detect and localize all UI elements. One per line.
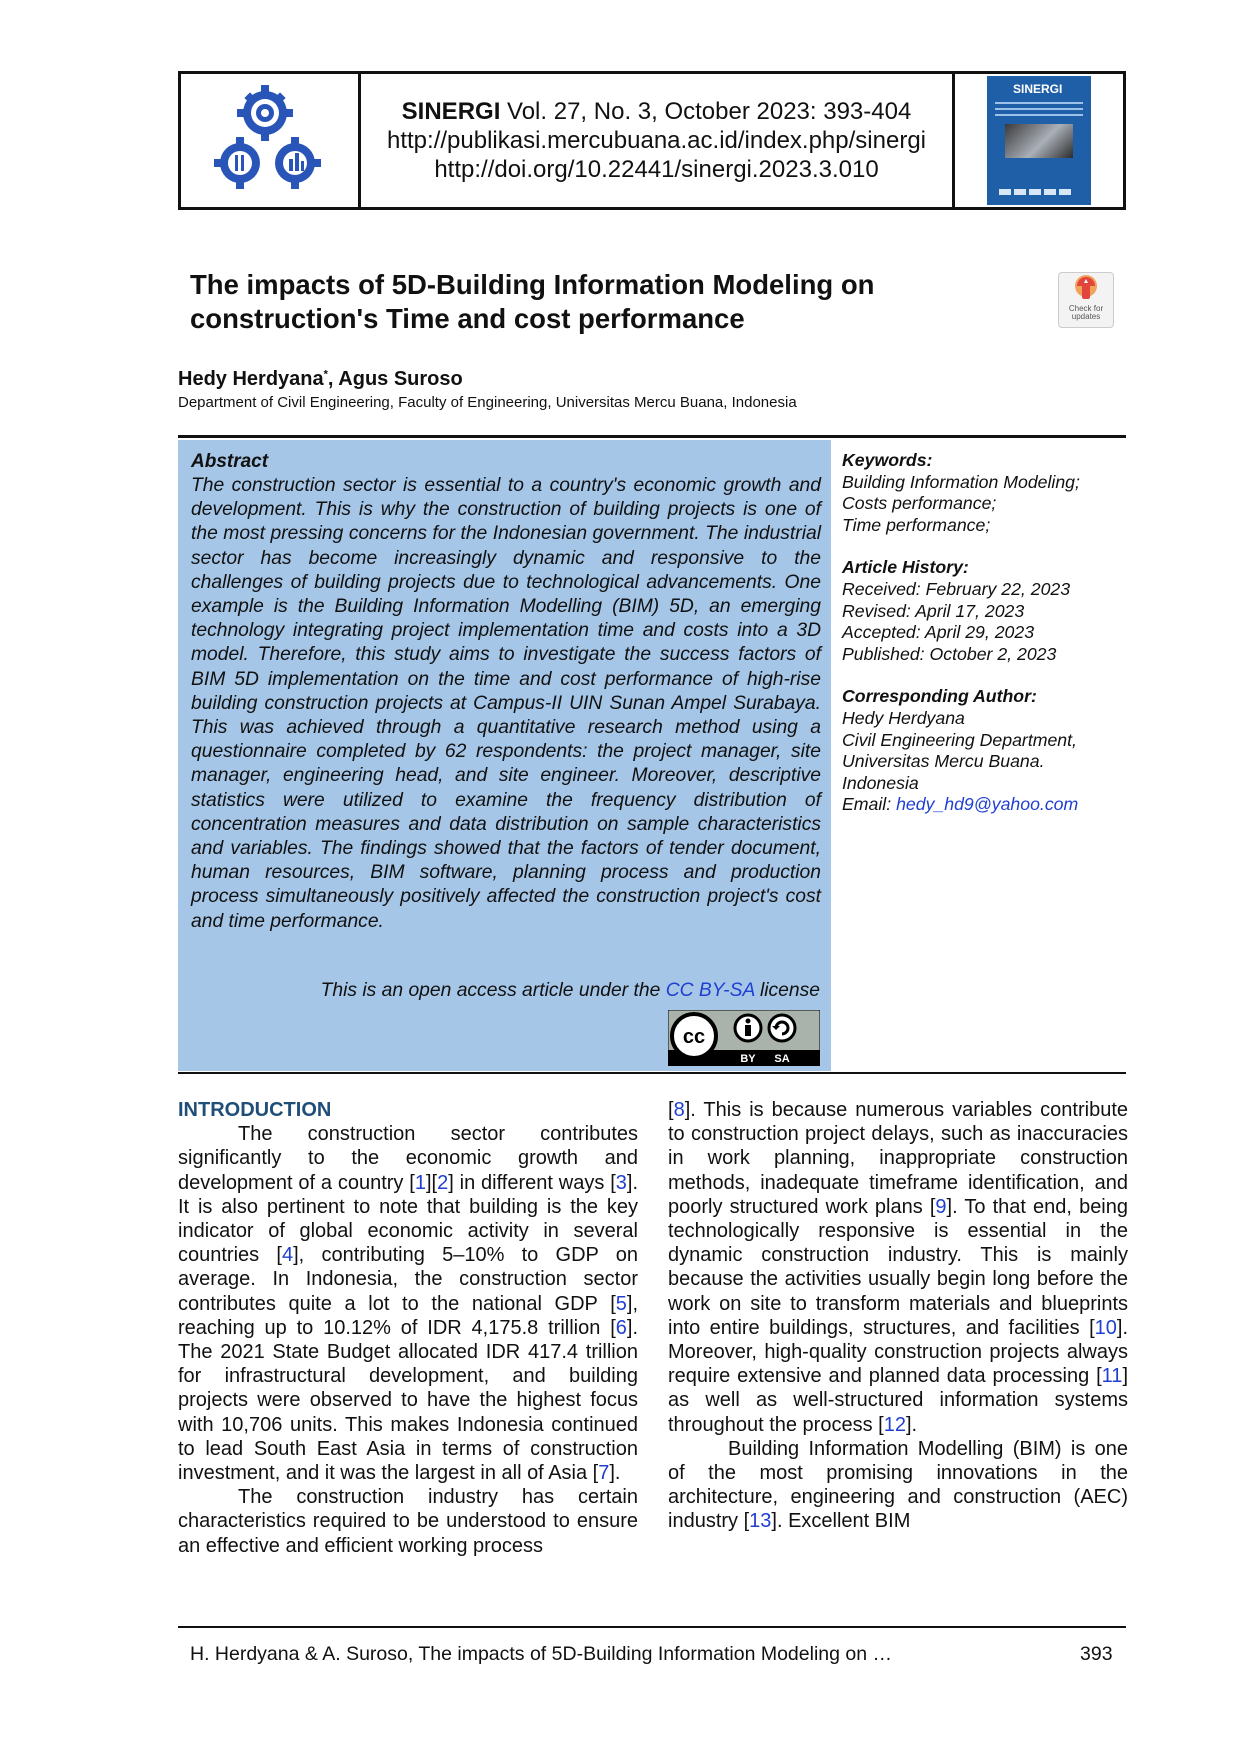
corresponding-name: Hedy Herdyana <box>842 707 965 728</box>
intro-paragraph-1: The construction sector contributes significantly to the economic growth and development of a country [1][2] in different ways [3]. It is also pertinent to note that building is the key indicator of global economic activity in several countries [4], contributing 5–10% to GDP on average. In Indonesia, the construction sector contributes quite a lot to the national GDP [5], reaching up to 10.12% of IDR 4,175.8 trillion [6]. The 2021 State Budget allocated IDR 417.4 trillion for infrastructural development, and building projects were observed to have the highest focus with 10,706 units. This makes Indonesia continued to lead South East Asia in terms of construction investment, and it was the largest in all of Asia [7]. <box>178 1123 638 1485</box>
abstract-heading: Abstract <box>191 451 269 472</box>
journal-name: SINERGI <box>401 98 501 125</box>
citation-link[interactable]: 7 <box>598 1462 610 1485</box>
citation-link[interactable]: 2 <box>437 1171 449 1194</box>
citation-link[interactable]: 3 <box>615 1171 627 1194</box>
article-info-sidebar <box>842 450 1126 837</box>
citation-link[interactable]: 8 <box>673 1099 685 1121</box>
citation-link[interactable]: 13 <box>749 1510 772 1533</box>
volume-info: Vol. 27, No. 3, October 2023: 393-404 <box>500 98 912 125</box>
citation-link[interactable]: 9 <box>935 1195 947 1218</box>
divider-bottom <box>178 1072 1126 1074</box>
gears-logo-icon <box>210 81 330 201</box>
license-statement <box>321 980 820 1002</box>
journal-doi[interactable]: http://doi.org/10.22441/sinergi.2023.3.010 <box>434 156 879 183</box>
history-received: Received: February 22, 2023 <box>842 578 1071 599</box>
citation-link[interactable]: 4 <box>281 1244 294 1267</box>
journal-logo <box>181 74 361 207</box>
footer-divider <box>178 1626 1126 1628</box>
check-updates-icon <box>1072 273 1100 303</box>
license-link[interactable]: CC BY-SA <box>665 980 755 1001</box>
email-link[interactable]: hedy_hd9@yahoo.com <box>896 794 1079 815</box>
article-history-block <box>842 557 1126 665</box>
abstract-box <box>178 440 831 1071</box>
page-number: 393 <box>1080 1643 1113 1665</box>
history-label: Article History: <box>842 557 969 578</box>
affiliation: Department of Civil Engineering, Faculty of Engineering, Universitas Mercu Buana, Indonesia <box>178 394 797 411</box>
article-title: The impacts of 5D-Building Information Modeling on construction's Time and cost performance <box>190 269 875 334</box>
citation-link[interactable]: 6 <box>615 1316 627 1339</box>
email-line <box>842 794 1126 816</box>
citation-link[interactable]: 1 <box>414 1171 426 1194</box>
introduction-heading: INTRODUCTION <box>178 1099 332 1121</box>
license-prefix: This is an open access article under the <box>320 980 666 1001</box>
cc-by-sa-badge[interactable] <box>668 1010 820 1066</box>
check-updates-label: Check for updates <box>1068 304 1104 321</box>
cover-photo <box>1005 124 1073 158</box>
cover-title: SINERGI <box>1013 82 1063 96</box>
author-2: , Agus Suroso <box>327 368 463 390</box>
running-title: H. Herdyana & A. Suroso, The impacts of 5D-Building Information Modeling on … <box>190 1643 892 1665</box>
body-column-left <box>178 1098 638 1558</box>
keyword-item: Building Information Modeling; <box>842 471 1080 492</box>
corresponding-label: Corresponding Author: <box>842 686 1037 707</box>
cover-image <box>987 76 1091 205</box>
citation-link[interactable]: 11 <box>1101 1365 1123 1388</box>
author-line <box>178 368 463 391</box>
abstract-text: The construction sector is essential to a country's economic growth and development. This is why the construction of building projects is one of the most pressing concerns for the Indonesian government. The industrial sector has become increasingly dynamic and responsive to the challenges of building projects due to technological advancements. One example is the Building Information Modelling (BIM) 5D, an emerging technology integrating project implementation time and costs into a 3D model. Therefore, this study aims to investigate the success factors of BIM 5D implementation on the time and cost performance of high-rise building construction projects at Campus-II UIN Sunan Ampel Surabaya. This was achieved through a quantitative research method using a questionnaire completed by 62 respondents: the project manager, site manager, engineering head, and site engineer. Moreover, descriptive statistics were utilized to examine the frequency distribution of concentration measures and data distribution on sample characteristics and variables. The findings showed that the factors of tender document, human resources, BIM software, planning process and production process simultaneously positively affected the construction project's cost and time performance. <box>191 475 821 932</box>
journal-citation-block <box>361 74 955 207</box>
license-suffix: license <box>754 980 820 1001</box>
corresponding-dept: Civil Engineering Department, <box>842 729 1077 750</box>
body-column-right <box>668 1098 1128 1534</box>
journal-header <box>178 71 1126 210</box>
journal-url[interactable]: http://publikasi.mercubuana.ac.id/index.php/sinergi <box>387 127 926 154</box>
intro-paragraph-4: Building Information Modelling (BIM) is one of the most promising innovations in the architecture, engineering and construction (AEC) industry [13]. Excellent BIM <box>668 1437 1128 1533</box>
journal-cover-thumbnail <box>955 74 1123 207</box>
keywords-block <box>842 450 1126 536</box>
keyword-item: Costs performance; <box>842 493 997 514</box>
history-revised: Revised: April 17, 2023 <box>842 600 1025 621</box>
email-label: Email: <box>842 794 897 815</box>
cc-by-label: BY <box>740 1053 756 1065</box>
intro-paragraph-2: The construction industry has certain characteristics required to be understood to ensure an effective and efficient working process <box>178 1486 638 1557</box>
check-for-updates-badge[interactable] <box>1058 272 1114 328</box>
corresponding-country: Indonesia <box>842 772 919 793</box>
cc-sa-label: SA <box>774 1053 790 1065</box>
keywords-label: Keywords: <box>842 450 933 470</box>
journal-volume-line <box>402 97 912 126</box>
citation-link[interactable]: 5 <box>615 1292 627 1315</box>
citation-link[interactable]: 10 <box>1094 1316 1117 1339</box>
corresponding-univ: Universitas Mercu Buana. <box>842 751 1045 772</box>
history-published: Published: October 2, 2023 <box>842 643 1057 664</box>
corresponding-author-block <box>842 686 1126 816</box>
intro-paragraph-3: [8]. This is because numerous variables contribute to construction project delays, such as inaccuracies in work planning, inappropriate construction methods, inadequate timeframe identification, and poorly structured work plans [9]. To that end, being technologically responsive is essential in the dynamic construction industry. This is mainly because the activities usually begin long before the work on site to transform materials and blueprints into entire buildings, structures, and facilities [10]. Moreover, high-quality construction projects always require extensive and planned data processing [11] as well as well-structured information systems throughout the process [12]. <box>668 1099 1128 1436</box>
author-1: Hedy Herdyana <box>178 368 324 390</box>
svg-text:cc: cc <box>682 1026 706 1048</box>
history-accepted: Accepted: April 29, 2023 <box>842 622 1035 643</box>
corresponding-mark: * <box>323 368 328 381</box>
citation-link[interactable]: 12 <box>883 1413 906 1436</box>
keyword-item: Time performance; <box>842 514 991 535</box>
divider-top <box>178 435 1126 438</box>
